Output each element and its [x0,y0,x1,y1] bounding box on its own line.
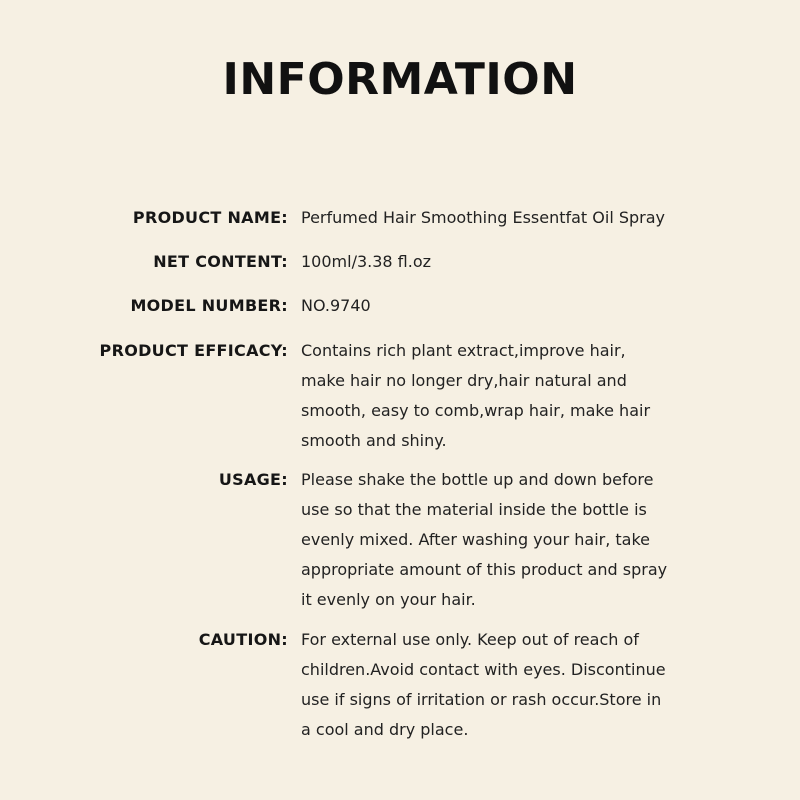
usage-label: USAGE: [218,470,288,489]
product-efficacy-label: PRODUCT EFFICACY: [99,341,288,360]
caution-value: For external use only. Keep out of reach of children.Avoid contact with eyes. Discontinue use if signs of irritation or rash occur.Store in a cool and dry place. [301,630,666,739]
product-name-label: PRODUCT NAME: [132,208,288,227]
product-efficacy-value: Contains rich plant extract,improve hair, make hair no longer dry,hair natural and smooth, easy to comb,wrap hair, make hair smooth and shiny. [301,341,651,450]
row-usage [0,465,800,625]
net-content-value: 100ml/3.38 fl.oz [301,252,432,271]
caution-label: CAUTION: [198,630,288,649]
page-title: INFORMATION [222,54,578,105]
product-name-value: Perfumed Hair Smoothing Essentfat Oil Spray [301,208,666,227]
row-product-efficacy [0,336,800,465]
net-content-label: NET CONTENT: [153,252,288,271]
info-table [0,203,800,749]
row-model-number [0,291,800,336]
model-number-label: MODEL NUMBER: [130,296,288,315]
row-net-content [0,247,800,291]
row-caution [0,625,800,749]
usage-value: Please shake the bottle up and down before use so that the material inside the bottle is evenly mixed. After washing your hair, take appropriate amount of this product and spray it evenly on your hair. [301,470,668,609]
row-product-name [0,203,800,247]
model-number-value: NO.9740 [301,296,371,315]
